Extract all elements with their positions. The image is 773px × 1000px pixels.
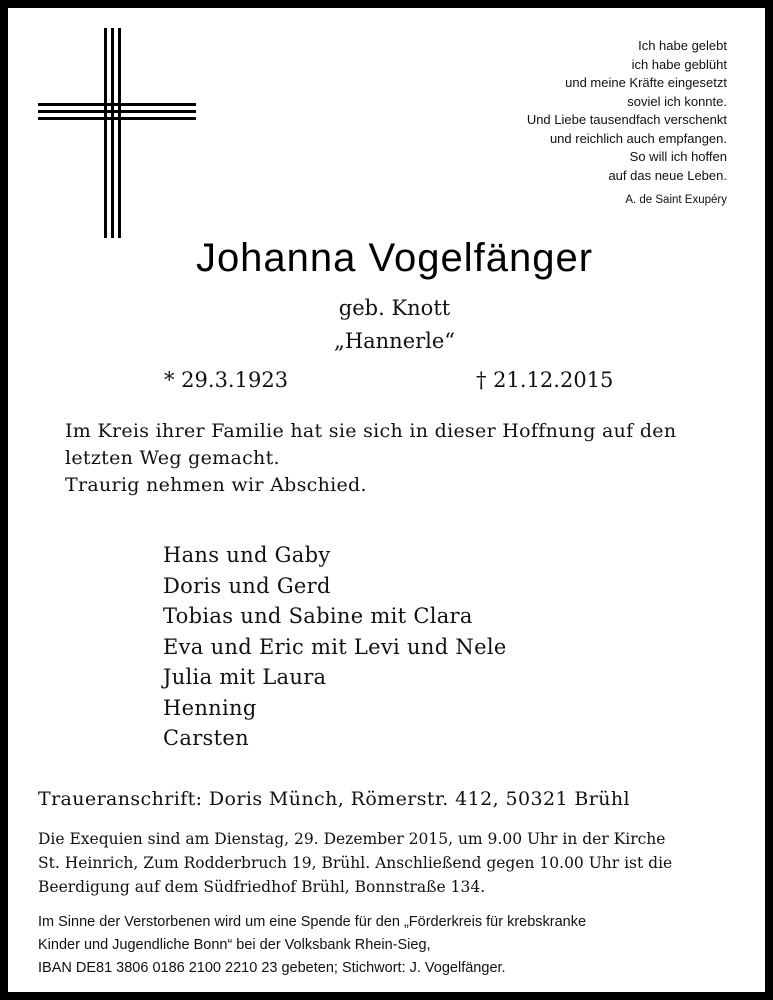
mourner-entry: Hans und Gaby: [163, 543, 331, 567]
service-line: St. Heinrich, Zum Rodderbruch 19, Brühl. Anschließend gegen 10.00 Uhr ist die: [38, 854, 673, 872]
poem-line: Und Liebe tausendfach verschenkt: [526, 112, 727, 127]
poem-line: Ich habe gelebt: [638, 38, 727, 53]
message-line: letzten Weg gemacht.: [65, 447, 280, 469]
cross-icon: [38, 28, 198, 240]
mourners-list: [163, 540, 507, 754]
poem-line: ich habe geblüht: [631, 56, 727, 72]
poem-quote: [527, 37, 727, 210]
death-date: † 21.12.2015: [476, 368, 614, 392]
service-line: Die Exequien sind am Dienstag, 29. Dezember 2015, um 9.00 Uhr in der Kirche: [38, 830, 666, 848]
poem-line: soviel ich konnte.: [627, 93, 727, 109]
message-line: Im Kreis ihrer Familie hat sie sich in dieser Hoffnung auf den: [65, 420, 677, 442]
poem-line: und reichlich auch empfangen.: [549, 130, 727, 146]
donation-request: [38, 911, 750, 980]
mourner-entry: Henning: [163, 695, 257, 720]
poem-line: So will ich hoffen: [629, 149, 727, 164]
service-line: Beerdigung auf dem Südfriedhof Brühl, Bonnstraße 134.: [38, 878, 486, 896]
birth-date: * 29.3.1923: [164, 368, 289, 392]
poem-line: und meine Kräfte eingesetzt: [565, 75, 727, 90]
mourner-entry: Doris und Gerd: [163, 573, 331, 598]
mourner-entry: Carsten: [163, 726, 249, 750]
poem-line: auf das neue Leben.: [608, 167, 727, 183]
funeral-service-info: [38, 827, 750, 899]
mourner-entry: Eva und Eric mit Levi und Nele: [163, 634, 507, 659]
donation-line: IBAN DE81 3806 0186 2100 2210 23 gebeten; Stichwort: J. Vogelfänger.: [38, 960, 506, 976]
message-line: Traurig nehmen wir Abschied.: [65, 474, 367, 496]
mourning-address: Traueranschrift: Doris Münch, Römerstr. 412, 50321 Brühl: [38, 788, 630, 810]
donation-line: Kinder und Jugendliche Bonn“ bei der Volksbank Rhein-Sieg,: [38, 937, 431, 953]
nickname: „Hannerle“: [333, 329, 456, 353]
farewell-message: [65, 418, 725, 499]
deceased-name: Johanna Vogelfänger: [195, 236, 594, 280]
maiden-name: geb. Knott: [338, 296, 451, 320]
mourner-entry: Julia mit Laura: [163, 665, 327, 689]
donation-line: Im Sinne der Verstorbenen wird um eine Spende für den „Förderkreis für krebskranke: [38, 914, 587, 930]
mourner-entry: Tobias und Sabine mit Clara: [163, 604, 473, 628]
poem-author: A. de Saint Exupéry: [625, 194, 727, 206]
